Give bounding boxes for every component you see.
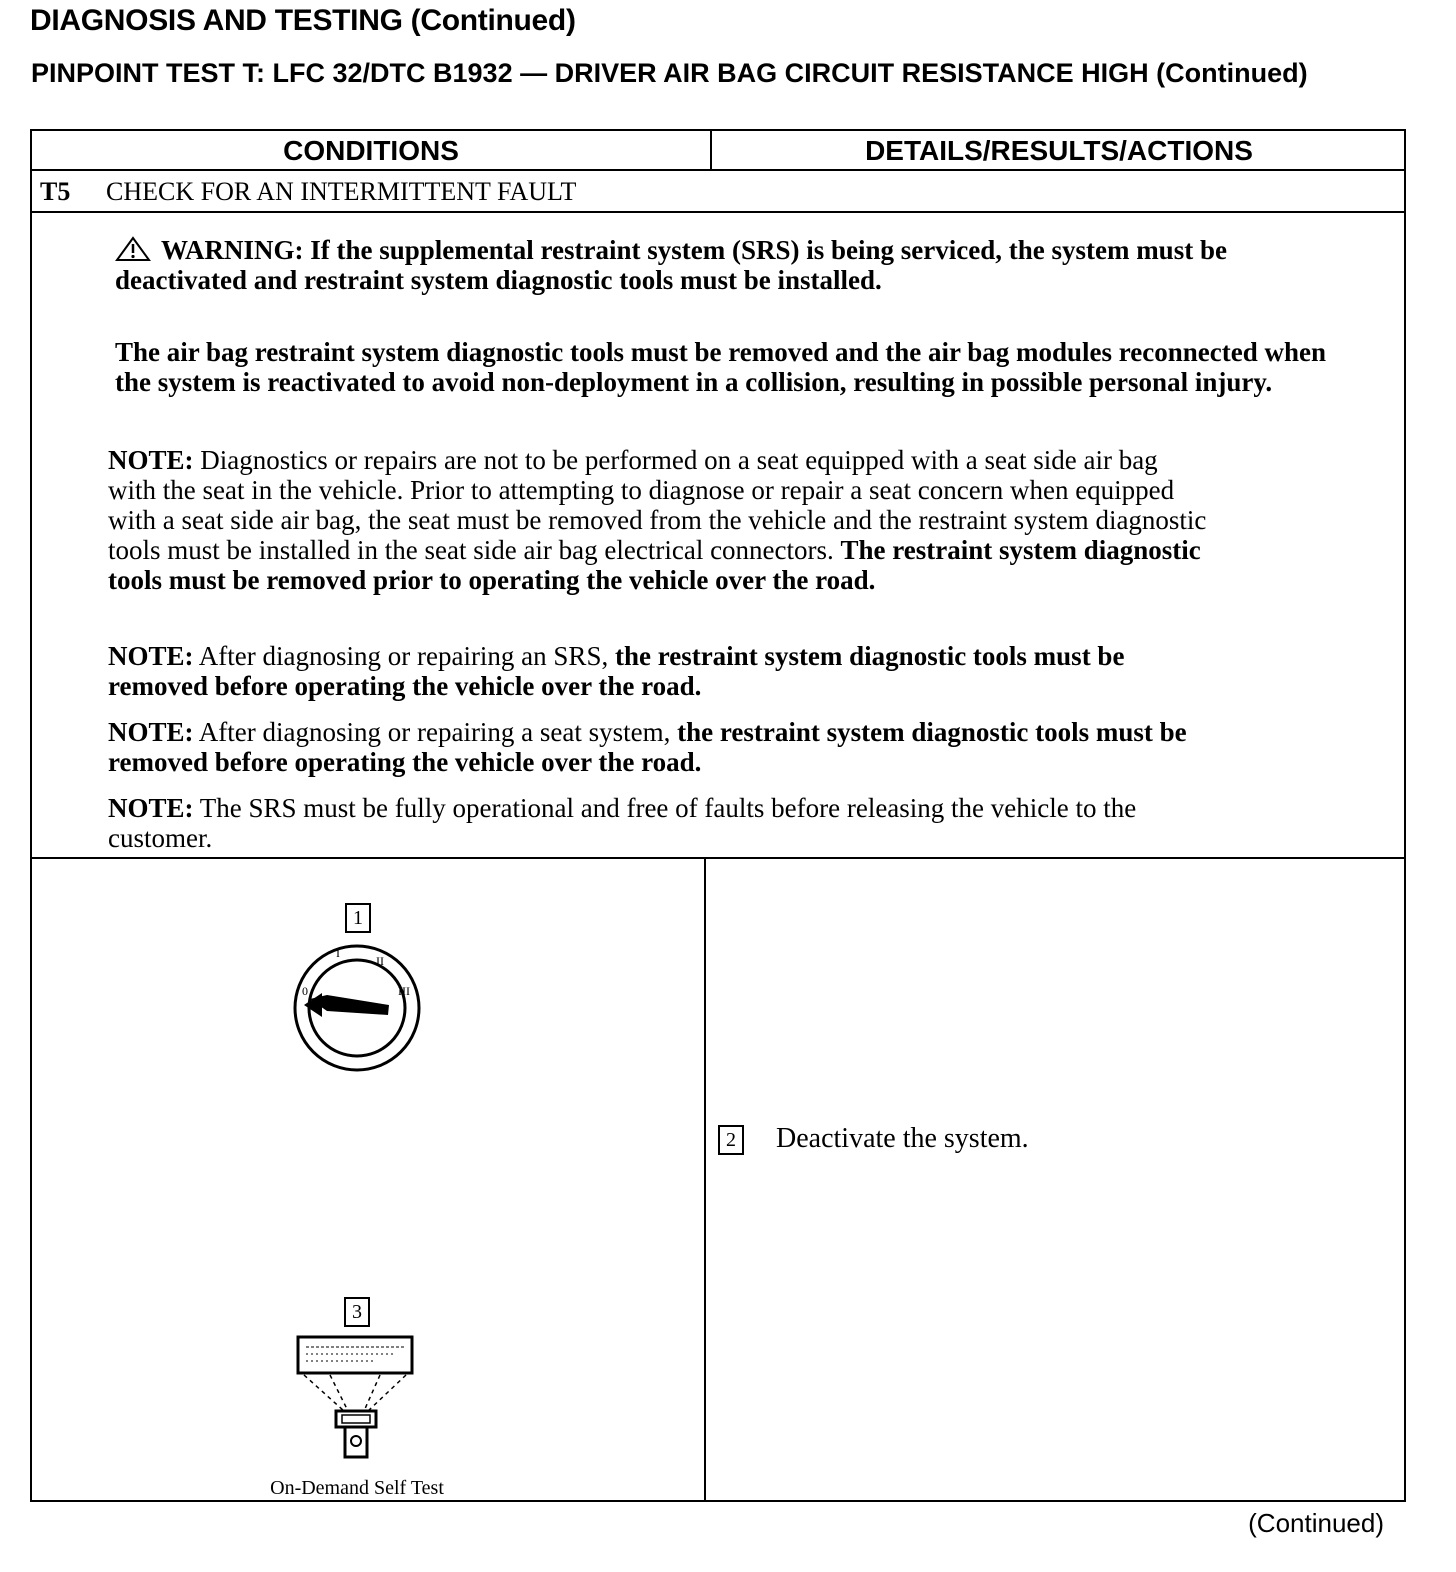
note-1 bbox=[108, 445, 1208, 595]
note-2 bbox=[108, 641, 1218, 701]
note-text: The SRS must be fully operational and free of faults before releasing the vehicle to the customer. bbox=[108, 793, 1137, 853]
note-text: Diagnostics or repairs are not to be performed on a seat equipped with a seat side air bag with the seat in the vehicle. Prior to attempting to diagnose or repair a seat concern when equipped with a seat side air bag, the seat must be removed from the vehicle and the restraint system diagnostic tools must be installed in the seat side air bag electrical connectors. bbox=[108, 445, 1207, 565]
note-label: NOTE: bbox=[108, 445, 194, 475]
step-title: CHECK FOR AN INTERMITTENT FAULT bbox=[106, 177, 577, 206]
note-bold-text: The restraint system diagnostic tools must be removed prior to operating the vehicle over the road. bbox=[108, 535, 1201, 595]
note-text: After diagnosing or repairing an SRS, bbox=[198, 641, 609, 671]
note-label: NOTE: bbox=[108, 717, 194, 747]
warning-text: WARNING: If the supplemental restraint system (SRS) is being serviced, the system must be deactivated and restraint system diagnostic tools must be installed. bbox=[115, 235, 1227, 295]
warning-paragraph bbox=[115, 235, 1305, 295]
step-row bbox=[32, 171, 1404, 213]
step-id: T5 bbox=[40, 177, 71, 206]
caption-on-demand-self-test: On-Demand Self Test bbox=[270, 1477, 444, 1499]
note-label: NOTE: bbox=[108, 641, 194, 671]
ignition-label-start: III bbox=[398, 984, 410, 998]
note-bold-text: the restraint system diagnostic tools must be removed before operating the vehicle over the road. bbox=[108, 717, 1187, 777]
note-4 bbox=[108, 793, 1218, 853]
note-label: NOTE: bbox=[108, 793, 194, 823]
pinpoint-test-title: PINPOINT TEST T: LFC 32/DTC B1932 — DRIVER AIR BAG CIRCUIT RESISTANCE HIGH (Continued) bbox=[31, 58, 1308, 88]
warning-triangle-icon bbox=[115, 236, 151, 262]
action-deactivate-system: Deactivate the system. bbox=[776, 1123, 1029, 1154]
procedure-row bbox=[32, 859, 1404, 1502]
procedure-actions bbox=[706, 859, 1406, 1502]
ignition-label-run: II bbox=[376, 954, 384, 968]
note-3 bbox=[108, 717, 1218, 777]
warning-paragraph-2: The air bag restraint system diagnostic tools must be removed and the air bag modules reconnected when the system is reactivated to avoid non-deployment in a collision, resulting in possible personal injury. bbox=[115, 337, 1326, 397]
ignition-label-acc: I bbox=[336, 946, 340, 960]
actions-column-header: DETAILS/RESULTS/ACTIONS bbox=[865, 135, 1253, 166]
ignition-switch-icon bbox=[292, 943, 422, 1073]
callout-1: 1 bbox=[345, 903, 371, 933]
conditions-column-header: CONDITIONS bbox=[32, 131, 712, 169]
notes-block bbox=[32, 213, 1404, 859]
callout-3: 3 bbox=[344, 1297, 370, 1327]
callout-2: 2 bbox=[718, 1125, 744, 1155]
pinpoint-test-table bbox=[30, 129, 1406, 1502]
continued-footer: (Continued) bbox=[1248, 1508, 1384, 1538]
table-header bbox=[32, 131, 1404, 171]
ignition-label-off: 0 bbox=[302, 984, 308, 998]
note-text: After diagnosing or repairing a seat system, bbox=[198, 717, 671, 747]
note-bold-text: the restraint system diagnostic tools must be removed before operating the vehicle over the road. bbox=[108, 641, 1125, 701]
diagnostic-tool-icon bbox=[296, 1335, 416, 1465]
procedure-illustrations bbox=[32, 859, 706, 1502]
section-title: DIAGNOSIS AND TESTING (Continued) bbox=[30, 4, 576, 37]
